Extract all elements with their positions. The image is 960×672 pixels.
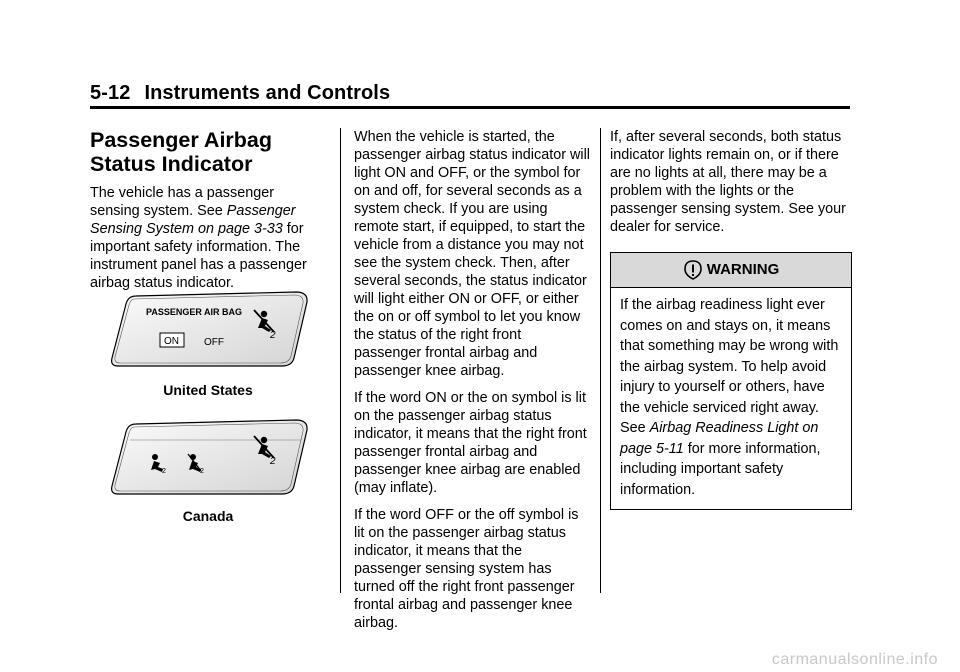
section-heading: Passenger Airbag Status Indicator [90, 128, 273, 176]
us-panel-label: PASSENGER AIR BAG [146, 307, 243, 317]
warning-text: If the airbag readiness light ever comes on and stays on, it means that something may be wrong with the airbag system. To help avoid injury to yourself or others, have the vehicle serviced right away. See [620, 297, 839, 436]
intro-text-end: for important safety information. The instrument panel has a passenger airbag status indicator. [90, 221, 307, 291]
us-caption: United States [163, 382, 253, 398]
header-rule [90, 106, 850, 109]
intro-text: The vehicle has a passenger sensing system. See [90, 185, 274, 219]
paragraph: If the word OFF or the off symbol is lit on the passenger airbag status indicator, it means that the passenger sensing system has turned off the right front passenger frontal airbag and passenger knee airbag. [354, 507, 579, 631]
page-number: 5-12 [90, 82, 131, 104]
cross-reference-link[interactable]: Passenger Sensing System on page 3-33 [90, 203, 296, 237]
column-divider [600, 128, 601, 593]
warning-box [610, 252, 852, 510]
paragraph: If, after several seconds, both status indicator lights remain on, or if there are no lights at all, there may be a problem with the lights or the passenger sensing system. See your dealer for service. [610, 129, 846, 235]
svg-text:2: 2 [270, 330, 276, 341]
warning-cross-reference-link[interactable]: Airbag Readiness Light on page 5-11 [620, 420, 819, 457]
on-label: ON [164, 336, 179, 347]
warning-icon [683, 260, 703, 280]
warning-text-end: for more information, including important safety information. [620, 440, 821, 498]
warning-body [611, 288, 851, 509]
warning-header [611, 253, 851, 288]
paragraph: If the word ON or the on symbol is lit on the passenger airbag status indicator, it means that the right front passenger frontal airbag and passenger knee airbag are enabled (may inflate). [354, 390, 587, 496]
svg-text:2: 2 [200, 468, 204, 475]
svg-text:2: 2 [270, 456, 276, 467]
column-1 [90, 128, 326, 301]
column-3 [610, 128, 852, 510]
watermark: carmanualsonline.info [771, 651, 938, 668]
svg-text:2: 2 [162, 468, 166, 475]
canada-indicator-figure [108, 416, 314, 498]
column-divider [340, 128, 341, 593]
intro-paragraph [90, 184, 326, 292]
us-indicator-figure [108, 288, 314, 370]
off-label: OFF [204, 337, 224, 348]
paragraph: When the vehicle is started, the passenger airbag status indicator will light ON and OFF, or the symbol for on and off, for several seconds as a system check. If you are using remote start, if equipped, to start the vehicle from a distance you may not see the system check. Then, after several seconds, the status indicator will light either ON or OFF, or either the on or off symbol to let you know the status of the right front passenger frontal airbag and passenger knee airbag. [354, 129, 590, 379]
column-2 [354, 128, 592, 641]
canada-caption: Canada [182, 508, 234, 524]
section-title: Instruments and Controls [144, 82, 391, 104]
warning-title: WARNING [706, 261, 780, 278]
page-header [90, 82, 390, 105]
